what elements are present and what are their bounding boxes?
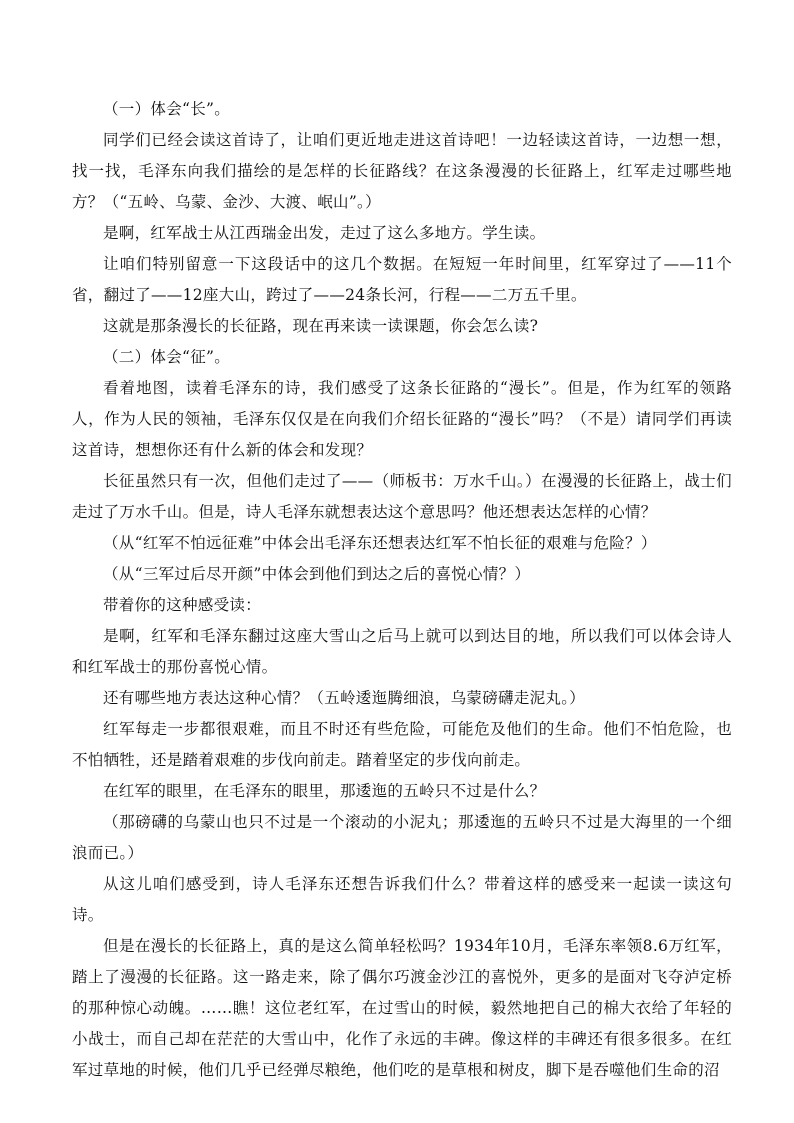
paragraph: （从“红军不怕远征难”中体会出毛泽东还想表达红军不怕长征的艰难与危险？） <box>103 534 657 552</box>
paragraph: 从这儿咱们感受到，诗人毛泽东还想告诉我们什么？带着这样的感受来一起读一读这句诗。 <box>72 875 732 924</box>
section-heading-zheng: （二）体会“征”。 <box>103 348 231 366</box>
paragraph: 看着地图，读着毛泽东的诗，我们感受了这条长征路的“漫长”。但是，作为红军的领路人，作为人民的领袖，毛泽东仅仅是在向我们介绍长征路的“漫长”吗？（不是）请同学们再读这首诗，想想你还有什么新的体会和发现？ <box>72 379 732 459</box>
paragraph: 红军每走一步都很艰难，而且不时还有些危险，可能危及他们的生命。他们不怕危险，也不怕牺牲，还是踏着艰难的步伐向前走。踏着坚定的步伐向前走。 <box>72 720 732 769</box>
section-heading-chang: （一）体会“长”。 <box>103 100 231 118</box>
paragraph: 是啊，红军战士从江西瑞金出发，走过了这么多地方。学生读。 <box>103 224 546 242</box>
paragraph: （从“三军过后尽开颜”中体会到他们到达之后的喜悦心情？） <box>103 565 531 583</box>
paragraph: 还有哪些地方表达这种心情？（五岭逶迤腾细浪，乌蒙磅礴走泥丸。） <box>103 689 586 707</box>
paragraph: 同学们已经会读这首诗了，让咱们更近地走进这首诗吧！一边轻读这首诗，一边想一想，找一找，毛泽东向我们描绘的是怎样的长征路线？在这条漫漫的长征路上，红军走过哪些地方？（“五岭、乌蒙、金沙、大渡、岷山”。） <box>72 131 732 211</box>
paragraph: 但是在漫长的长征路上，真的是这么简单轻松吗？1934年10月，毛泽东率领8.6万红军，踏上了漫漫的长征路。这一路走来，除了偶尔巧渡金沙江的喜悦外，更多的是面对飞夺泸定桥的那种惊心动魄。……瞧！这位老红军，在过雪山的时候，毅然地把自己的棉大衣给了年轻的小战士，而自己却在茫茫的大雪山中，化作了永远的丰碑。像这样的丰碑还有很多很多。在红军过草地的时候，他们几乎已经弹尽粮绝，他们吃的是草根和树皮，脚下是吞噬他们生命的沼 <box>72 937 732 1079</box>
document-body <box>72 94 732 1086</box>
paragraph: （那磅礴的乌蒙山也只不过是一个滚动的小泥丸；那逶迤的五岭只不过是大海里的一个细浪而已。） <box>72 813 732 862</box>
paragraph: 这就是那条漫长的长征路，现在再来读一读课题，你会怎么读? <box>103 317 539 335</box>
paragraph: 在红军的眼里，在毛泽东的眼里，那逶迤的五岭只不过是什么？ <box>103 782 546 800</box>
paragraph: 带着你的这种感受读： <box>103 596 262 614</box>
paragraph: 长征虽然只有一次，但他们走过了——（师板书：万水千山。）在漫漫的长征路上，战士们走过了万水千山。但是，诗人毛泽东就想表达这个意思吗？他还想表达怎样的心情？ <box>72 472 732 521</box>
paragraph: 让咱们特别留意一下这段话中的这几个数据。在短短一年时间里，红军穿过了——11个省，翻过了——12座大山，跨过了——24条长河，行程——二万五千里。 <box>72 255 732 304</box>
paragraph: 是啊，红军和毛泽东翻过这座大雪山之后马上就可以到达目的地，所以我们可以体会诗人和红军战士的那份喜悦心情。 <box>72 627 732 676</box>
